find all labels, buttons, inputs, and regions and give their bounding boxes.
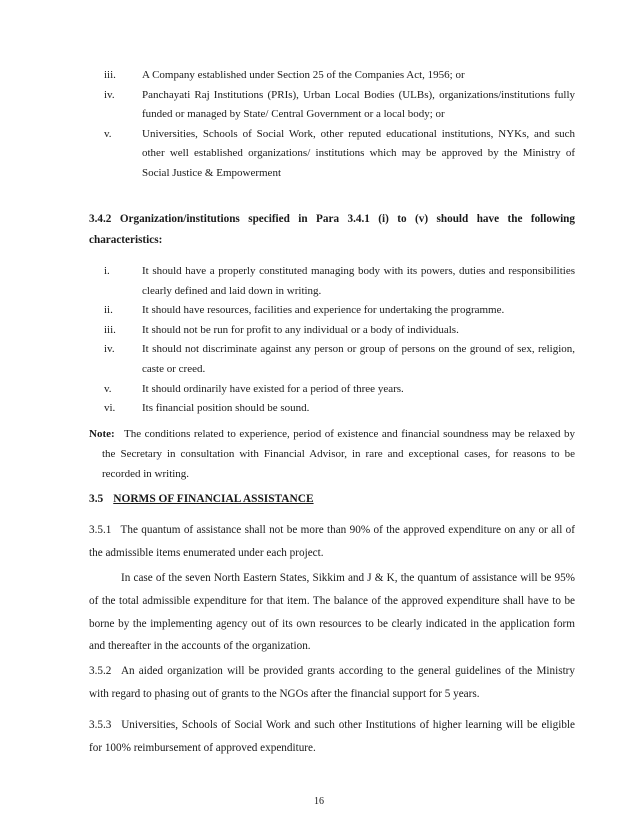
list-item: [0, 86, 638, 125]
list-item-text: It should ordinarily have existed for a period of three years.: [142, 382, 404, 395]
list-item-text: It should not be run for profit to any individual or a body of individuals.: [142, 323, 459, 336]
characteristics-list: [0, 262, 638, 419]
list-item: [0, 340, 638, 379]
paragraph-3-5-3: [89, 714, 575, 760]
paragraph-3-5-1: [89, 519, 575, 565]
eligible-organizations-list: [0, 66, 638, 184]
list-item-number: v.: [104, 382, 112, 395]
paragraph-number: 3.5.3: [89, 719, 112, 731]
page-number: 16: [314, 796, 324, 807]
note-block: [89, 424, 575, 484]
paragraph-north-eastern-states: In case of the seven North Eastern States, Sikkim and J & K, the quantum of assistance will be 95% of the total admissible expenditure for that item. The balance of the approved expenditure shall have to be borne by the implementing agency out of its own resources to be clearly indicated in the application form and thereafter in the accounts of the organization.: [89, 572, 575, 653]
list-item-text: It should not discriminate against any person or group of persons on the ground of sex, religion, caste or creed.: [142, 343, 575, 375]
paragraph-number: 3.5.1: [89, 524, 112, 536]
list-item: [0, 399, 638, 419]
list-item-number: i.: [104, 265, 110, 277]
list-item-number: iii.: [104, 69, 116, 81]
list-item-number: vi.: [104, 402, 116, 415]
list-item-text: It should have a properly constituted managing body with its powers, duties and responsibilities clearly defined and laid down in writing.: [142, 265, 575, 297]
paragraph-3-5-2: [89, 660, 575, 706]
list-item: [0, 262, 638, 301]
list-item-number: ii.: [104, 304, 113, 317]
section-title-text: NORMS OF FINANCIAL ASSISTANCE: [113, 493, 314, 505]
paragraph-text: An aided organization will be provided grants according to the general guidelines of the Ministry with regard to phasing out of grants to the NGOs after the financial support for 5 years.: [89, 665, 575, 700]
paragraph-number: 3.5.2: [89, 665, 112, 677]
list-item: [0, 301, 638, 321]
list-item: [0, 380, 638, 400]
list-item: [0, 321, 638, 341]
list-item-number: v.: [104, 127, 112, 140]
list-item-text: A Company established under Section 25 of the Companies Act, 1956; or: [142, 69, 465, 81]
section-title-3-5: [89, 493, 314, 505]
list-item-number: iv.: [104, 88, 115, 101]
list-item-text: It should have resources, facilities and experience for undertaking the programme.: [142, 304, 505, 317]
section-number: 3.5: [89, 493, 104, 505]
section-heading-3-4-2: 3.4.2 Organization/institutions specified in Para 3.4.1 (i) to (v) should have the following characteristics:: [89, 213, 575, 246]
list-item-number: iv.: [104, 343, 115, 356]
list-item: [0, 125, 638, 184]
list-item-text: Universities, Schools of Social Work, other reputed educational institutions, NYKs, and such other well established organizations/ institutions which may be approved by the Ministry of Social Justice & Empowerment: [142, 127, 575, 179]
note-label: Note:: [89, 428, 115, 440]
paragraph-text: Universities, Schools of Social Work and such other Institutions of higher learning will be eligible for 100% reimbursement of approved expenditure.: [89, 719, 575, 754]
paragraph-text: The quantum of assistance shall not be more than 90% of the approved expenditure on any or all of the admissible items enumerated under each project.: [89, 524, 575, 559]
note-text: The conditions related to experience, period of existence and financial soundness may be relaxed by the Secretary in consultation with Financial Advisor, in rare and exceptional cases, for reasons to be recorded in writing.: [102, 428, 575, 480]
list-item: [0, 66, 638, 86]
list-item-number: iii.: [104, 323, 116, 336]
list-item-text: Its financial position should be sound.: [142, 402, 310, 415]
list-item-text: Panchayati Raj Institutions (PRIs), Urban Local Bodies (ULBs), organizations/institutions fully funded or managed by State/ Central Government or a local body; or: [142, 88, 575, 121]
